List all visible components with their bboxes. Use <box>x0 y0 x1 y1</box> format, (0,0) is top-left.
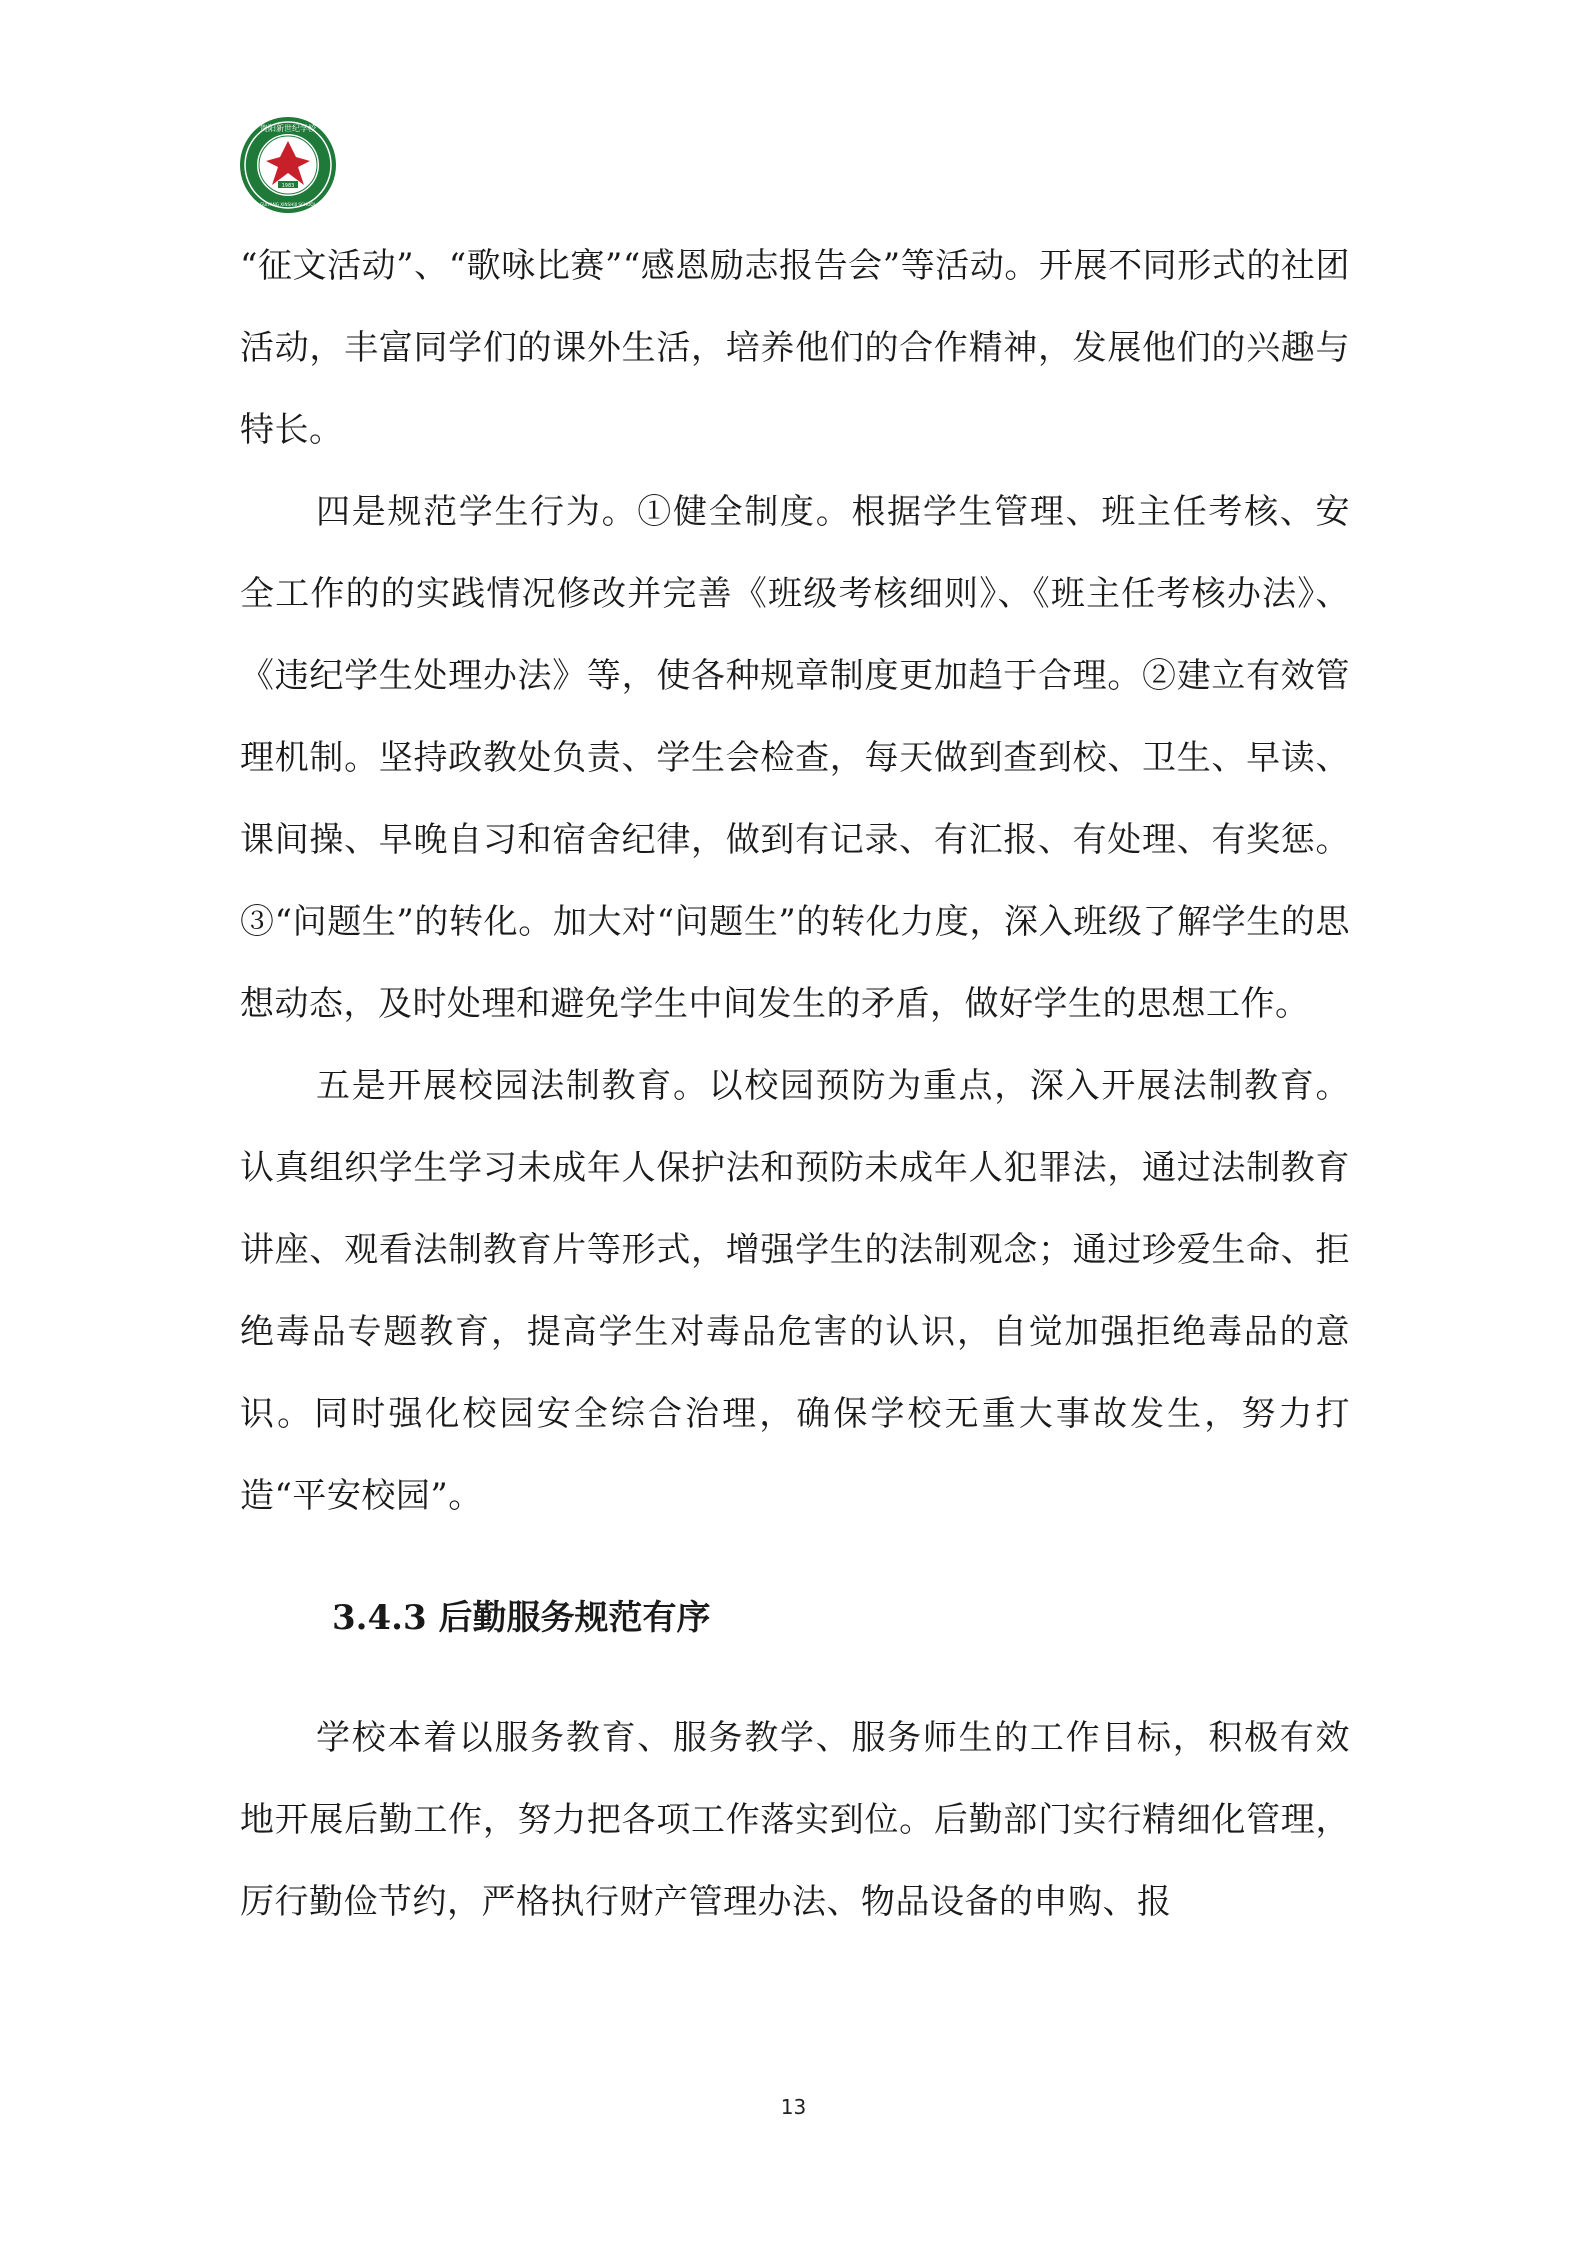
logo-year: 1983 <box>281 183 295 189</box>
paragraph-logistics: 学校本着以服务教育、服务教学、服务师生的工作目标，积极有效地开展后勤工作，努力把各项工作落实到位。后勤部门实行精细化管理，厉行勤俭节约，严格执行财产管理办法、物品设备的申购、报 <box>240 1718 1350 1922</box>
logo-ring-text: 贵阳新世纪学校 <box>260 124 316 133</box>
school-emblem-icon <box>238 115 338 215</box>
paragraph-activities: “征文活动”、“歌咏比赛”“感恩励志报告会”等活动。开展不同形式的社团活动，丰富同学们的课外生活，培养他们的合作精神，发展他们的兴趣与特长。 <box>240 246 1350 450</box>
paragraph-student-behavior: 四是规范学生行为。①健全制度。根据学生管理、班主任考核、安全工作的的实践情况修改并完善《班级考核细则》、《班主任考核办法》、《违纪学生处理办法》等，使各种规章制度更加趋于合理。②建立有效管理机制。坚持政教处负责、学生会检查，每天做到查到校、卫生、早读、课间操、早晚自习和宿舍纪律，做到有记录、有汇报、有处理、有奖惩。③“问题生”的转化。加大对“问题生”的转化力度，深入班级了解学生的思想动态，及时处理和避免学生中间发生的矛盾，做好学生的思想工作。 <box>240 492 1350 1024</box>
page-number: 13 <box>780 2095 807 2119</box>
section-heading: 3.4.3 后勤服务规范有序 <box>332 1598 711 1638</box>
document-body <box>240 225 1350 1943</box>
paragraph-legal-education: 五是开展校园法制教育。以校园预防为重点，深入开展法制教育。认真组织学生学习未成年人保护法和预防未成年人犯罪法，通过法制教育讲座、观看法制教育片等形式，增强学生的法制观念；通过珍爱生命、拒绝毒品专题教育，提高学生对毒品危害的认识，自觉加强拒绝毒品的意识。同时强化校园安全综合治理，确保学校无重大事故发生，努力打造“平安校园”。 <box>240 1066 1350 1516</box>
logo-ring-english: GUIYANG XINSHIJI SCHOOL <box>259 202 317 207</box>
